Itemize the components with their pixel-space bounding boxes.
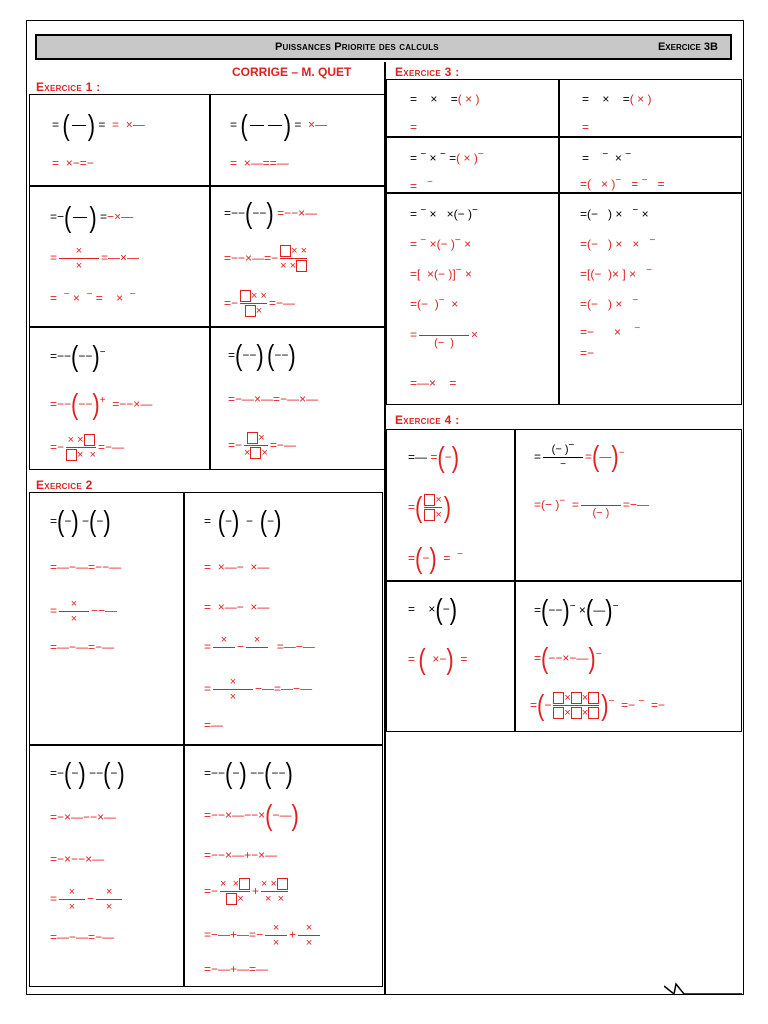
ex3-e-line6: =—× = xyxy=(410,376,457,390)
ex1-d-line1: =−−(−−) =−−×— xyxy=(224,197,318,230)
ex4-b-line1: = $\frac{(- )-}{-}$ =(—)− xyxy=(534,440,625,473)
ex3-e-line1: = − × ×(− )− xyxy=(410,205,478,221)
ex2-a-line2: =—−—=−−— xyxy=(50,560,122,574)
ex3-a-line2: = xyxy=(410,120,418,134)
ex1-e-line2: =−−(−−)+ =−−×— xyxy=(50,387,153,421)
ex1-row-divider-2 xyxy=(29,326,385,328)
ex2-d-line3: =−−×—+−×— xyxy=(204,848,278,862)
ex2-a-line1: =(−) −(−) xyxy=(50,505,111,538)
ex3-f-line6: =− xyxy=(580,346,595,360)
ex3-e-line2: = − ×(− )− × xyxy=(410,235,472,251)
ex1-col-divider xyxy=(209,94,211,470)
ex3-d-line1: = − × − xyxy=(582,149,632,165)
ex3-row-divider-2 xyxy=(386,192,742,194)
ex2-col-divider xyxy=(183,492,185,987)
ex2-a-line3: = $\frac{\times}{\times}$ −−— xyxy=(50,598,118,625)
exercise-4-heading: Exercice 4 : xyxy=(395,413,460,427)
ex2-c-line3: =−×−−×— xyxy=(50,852,105,866)
ex4-b-line2: =(− )− = (− ) =−— xyxy=(534,495,649,519)
ex2-d-line4: =− $\frac{\times \times}{\times}$ + $\frac{\times \times}{\times \times}$ xyxy=(204,878,290,905)
ex2-c-line2: =−×—−−×— xyxy=(50,810,117,824)
ex2-b-line3: = ×—− ×— xyxy=(204,600,270,614)
ex1-b-line1: = ( ) = ×— xyxy=(230,108,328,142)
ex2-c-line5: =—−—=−— xyxy=(50,930,115,944)
ex1-f-line3: =− $\frac{\times}{\times \times}$ =−— xyxy=(228,432,296,460)
ex1-e-line3: =− $\frac{\times \times}{\times \times}$ =−— xyxy=(50,434,125,462)
ex1-a-line1: = ( ) = = ×— xyxy=(52,108,145,142)
ex1-f-line2: =−—×—=−—×— xyxy=(228,392,319,406)
page-fold-mark xyxy=(664,982,744,1000)
ex3-e-line4: =(− )− × xyxy=(410,295,459,311)
ex4-a-line1: =— =(−) xyxy=(408,441,460,474)
ex3-b-line2: = xyxy=(582,120,590,134)
ex1-d-line3: =− $\frac{\times \times}{\times}$ =−— xyxy=(224,290,295,318)
ex2-b-line5: = $\frac{\times}{\times}$ −—=—−— xyxy=(204,676,313,703)
ex1-d-line2: =−−×—=− $\frac{\times \times}{\times \times}$ xyxy=(224,245,308,273)
ex3-b-line1: = × =( × ) xyxy=(582,92,652,106)
ex4-d-line2: =(−−×−—)− xyxy=(534,641,602,675)
ex1-b-line2: = ×—==— xyxy=(230,156,289,170)
ex2-b-line1: = (−) − (−) xyxy=(204,505,282,538)
ex2-c-line4: = $\frac{\times}{\times}$ − $\frac{\times}{\times}$ xyxy=(50,886,124,913)
ex3-f-line3: =[(− )× ] × − xyxy=(580,265,652,281)
ex3-e-line3: =[ ×(− )]− × xyxy=(410,265,472,281)
ex2-b-line6: =— xyxy=(204,718,224,732)
header-title: Puissances Priorite des calculs xyxy=(275,41,439,53)
ex2-c-line1: =−(−) −−(−) xyxy=(50,757,125,790)
ex3-a-line1: = × =( × ) xyxy=(410,92,480,106)
ex2-b-line4: = × − × =—−— xyxy=(204,634,315,654)
page-header xyxy=(35,34,732,60)
header-exercise: Exercice 3B xyxy=(657,41,718,53)
exercise-3-heading: Exercice 3 : xyxy=(395,65,460,79)
ex4-c-line2: = ( ×−) = xyxy=(408,643,468,676)
ex1-c-line3: = − × − = × − xyxy=(50,289,136,305)
ex3-c-line2: = − xyxy=(410,177,433,193)
ex2-b-line2: = ×—− ×— xyxy=(204,560,270,574)
ex2-d-line6: =−—+—=— xyxy=(204,962,269,976)
ex3-f-line4: =(− ) × − xyxy=(580,295,639,311)
ex3-f-line1: =(− ) × − × xyxy=(580,205,649,221)
ex3-f-line2: =(− ) × × − xyxy=(580,235,656,251)
ex3-row-divider-1 xyxy=(386,136,742,138)
ex2-d-line2: =−−×—−−×(−—) xyxy=(204,799,299,832)
ex4-c-line1: = ×(−) xyxy=(408,593,458,626)
ex4-a-line2: =( $\frac{\times}{\times}$ ) xyxy=(408,490,452,524)
ex1-a-line2: = ×−=− xyxy=(52,156,94,170)
ex4-a-line3: =(−) = − xyxy=(408,541,463,575)
ex1-e-line1: =−−(−−)− xyxy=(50,339,106,373)
ex4-d-line3: =(− $\frac{\times \times}{\times \times}$ )− =− − =− xyxy=(530,688,665,722)
ex3-d-line2: =( × )− = − = xyxy=(580,175,665,191)
ex1-c-line1: =−( ) =−×— xyxy=(50,200,134,234)
ex1-c-line2: = $\frac{\times}{\times}$ =—×— xyxy=(50,245,140,272)
ex3-col-divider xyxy=(558,79,560,405)
exercise-1-heading: Exercice 1 : xyxy=(36,80,101,94)
ex2-d-line5: =−—+—=− $\frac{\times}{\times}$ + $\frac{\times}{\times}$ xyxy=(204,922,322,949)
ex2-a-line4: =—−—=−— xyxy=(50,640,115,654)
ex4-d-line1: =(−−)− ×(—)− xyxy=(534,593,619,627)
ex2-d-line1: =−−(−) −−(−−) xyxy=(204,757,293,790)
ex4-row-divider xyxy=(386,580,742,582)
ex1-f-line1: =(−−) (−−) xyxy=(228,339,296,372)
ex2-row-divider xyxy=(29,744,383,746)
exercise-2-heading: Exercice 2 xyxy=(36,478,93,492)
ex3-f-line5: =− × − xyxy=(580,323,641,339)
ex1-row-divider-1 xyxy=(29,185,385,187)
corrige-label: CORRIGE – M. QUET xyxy=(232,65,352,79)
ex3-e-line5: = (− ) × xyxy=(410,327,479,349)
ex3-c-line1: = − × − =( × )− xyxy=(410,149,484,165)
